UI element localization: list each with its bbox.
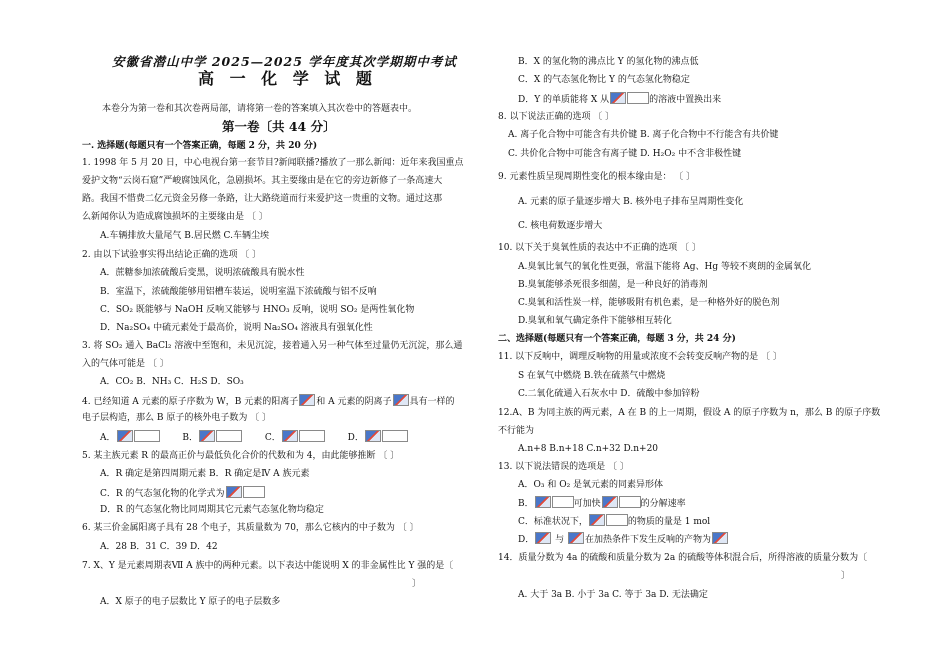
- question-line: 8. 以下说法正确的选项 〔 〕: [498, 112, 615, 122]
- formula-image: [282, 430, 298, 442]
- formula-image: [568, 532, 584, 544]
- question-line: 12.A、B 为同主族的两元素，A 在 B 的上一周期，假设 A 的原子序数为 n，那么 B 的原子序数: [498, 408, 881, 418]
- question-line: 7. X、Y 是元素周期表Ⅶ A 族中的两种元素。以下表达中能说明 X 的非金属性比 Y 强的是〔: [82, 561, 454, 571]
- answer-options: C. 共价化合物中可能含有离子键 D. H₂O₂ 中不含非极性键: [508, 149, 742, 159]
- answer-option: A．蔗糖参加浓硫酸后变黑，说明浓硫酸具有脱水性: [100, 268, 305, 278]
- answer-option: C．R 的气态氢化物的化学式为: [100, 486, 265, 500]
- question-line: 〕: [412, 579, 422, 589]
- exam-title: 安徽省潜山中学 2025—2025 学年度其次学期期中考试: [112, 54, 457, 69]
- formula-image: [199, 430, 215, 442]
- section-one-heading: 一. 选择题(每题只有一个答案正确，每题 2 分，共 20 分): [82, 141, 318, 151]
- answer-option: D．Na₂SO₄ 中硫元素处于最高价，说明 Na₂SO₄ 溶液具有强氧化性: [100, 323, 373, 333]
- question-line: 10. 以下关于臭氧性质的表达中不正确的选项 〔 〕: [498, 243, 701, 253]
- answer-options: A．28 B．31 C．39 D．42: [100, 542, 218, 552]
- answer-options: A. 大于 3a B. 小于 3a C. 等于 3a D. 无法确定: [518, 590, 708, 600]
- answer-options: A. 离子化合物中可能含有共价键 B. 离子化合物中不行能含有共价键: [508, 130, 779, 140]
- formula-image: [712, 532, 728, 544]
- formula-image: [610, 92, 626, 104]
- answer-option: C．X 的气态氢化物比 Y 的气态氢化物稳定: [518, 75, 690, 85]
- answer-options: A. 元素的原子量逐步增大 B. 核外电子排布呈周期性变化: [518, 197, 744, 207]
- part-one-heading: 第一卷〔共 44 分〕: [222, 119, 336, 134]
- question-line: 6. 某三价金属阳离子具有 28 个电子，其质量数为 70，那么它核内的中子数为 〔 〕: [82, 523, 419, 533]
- formula-image: [535, 496, 551, 508]
- formula-image: [393, 394, 409, 406]
- answer-option: D． 与 在加热条件下发生反响的产物为: [518, 532, 729, 546]
- answer-option: A．X 原子的电子层数比 Y 原子的电子层数多: [100, 597, 281, 607]
- formula-image: [589, 514, 605, 526]
- formula-image: [226, 486, 242, 498]
- answer-option: D．Y 的单质能将 X 从 的溶液中置换出来: [518, 92, 721, 106]
- question-line: 不行能为: [498, 426, 535, 436]
- formula-image: [602, 496, 618, 508]
- formula-image: [117, 430, 133, 442]
- answer-option: B．室温下，浓硫酸能够用铝槽车装运，说明室温下浓硫酸与铝不反响: [100, 287, 377, 297]
- question-line: 14．质量分数为 4a 的硫酸和质量分数为 2a 的硫酸等体积混合后，所得溶液的质量分数为〔: [498, 553, 868, 563]
- formula-image: [299, 394, 315, 406]
- question-line: 13. 以下说法错误的选项是 〔 〕: [498, 462, 629, 472]
- answer-option: D．R 的气态氢化物比同周期其它元素气态氢化物均稳定: [100, 505, 324, 515]
- section-two-heading: 二、选择题(每题只有一个答案正确，每题 3 分，共 24 分): [498, 334, 736, 344]
- answer-options: A． B． C． D．: [100, 430, 408, 444]
- question-line: 路。我国不惜费二亿元资金另修一条路，让大路绕道而行来爱护这一贵重的文物。通过这那: [82, 194, 443, 204]
- answer-options: A．CO₂ B．NH₃ C．H₂S D．SO₃: [100, 377, 244, 387]
- answer-option: A．O₃ 和 O₂ 是氧元素的同素异形体: [518, 480, 664, 490]
- question-line: 11. 以下反响中，调理反响物的用量或浓度不会转变反响产物的是 〔 〕: [498, 352, 782, 362]
- answer-options: S 在氧气中燃烧 B.铁在硫蒸气中燃烧: [518, 371, 666, 381]
- answer-option: B．X 的氢化物的沸点比 Y 的氢化物的沸点低: [518, 57, 699, 67]
- answer-option: B.臭氧能够杀死很多细菌，是一种良好的消毒剂: [518, 280, 708, 290]
- question-line: 〕: [841, 571, 851, 581]
- question-line: 9. 元素性质呈现周期性变化的根本缘由是： 〔 〕: [498, 172, 696, 182]
- formula-image: [535, 532, 551, 544]
- answer-option: B． 可加快 的分解速率: [518, 496, 686, 510]
- answer-option: A.臭氧比氧气的氧化性更强，常温下能将 Ag、Hg 等较不爽朗的金属氧化: [518, 262, 811, 272]
- question-line: 5. 某主族元素 R 的最高正价与最低负化合价的代数和为 4，由此能够推断 〔 〕: [82, 451, 400, 461]
- exam-subtitle: 高 一 化 学 试 题: [198, 69, 377, 88]
- answer-option: D.臭氧和氧气确定条件下能够相互转化: [518, 316, 672, 326]
- answer-options: A.n+8 B.n+18 C.n+32 D.n+20: [518, 444, 659, 454]
- answer-option: C．SO₂ 既能够与 NaOH 反响又能够与 HNO₃ 反响，说明 SO₂ 是两性氧化物: [100, 305, 415, 315]
- answer-option: C. 核电荷数逐步增大: [518, 221, 603, 231]
- question-line: 3. 将 SO₂ 通入 BaCl₂ 溶液中至饱和，未见沉淀，接着通入另一种气体至过量仍无沉淀，那么通: [82, 341, 463, 351]
- answer-option: C．标准状况下， 的物质的量是 1 mol: [518, 514, 710, 528]
- answer-options: C.二氧化硫通入石灰水中 D．硫酸中参加锌粉: [518, 389, 700, 399]
- instruction: 本卷分为第一卷和其次卷两局部，请将第一卷的答案填入其次卷中的答题表中。: [102, 104, 418, 114]
- question-line: 入的气体可能是 〔 〕: [82, 359, 169, 369]
- answer-options: A.车辆排放大量尾气 B.居民燃 C.车辆尘埃: [100, 231, 269, 241]
- answer-option: C.臭氧和活性炭一样，能够吸附有机色素，是一种格外好的脱色剂: [518, 298, 780, 308]
- formula-image: [365, 430, 381, 442]
- question-line: 4. 已经知道 A 元素的原子序数为 W，B 元素的阳离子 和 A 元素的阴离子 具有一样的: [82, 394, 455, 408]
- question-line: 么新闻你认为造成腐蚀损坏的主要缘由是 〔 〕: [82, 212, 268, 222]
- question-line: 2. 由以下试验事实得出结论正确的选项 〔 〕: [82, 250, 262, 260]
- answer-options: A．R 确定是第四周期元素 B．R 确定是Ⅳ A 族元素: [100, 469, 310, 479]
- question-line: 电子层构造，那么 B 原子的核外电子数为 〔 〕: [82, 413, 272, 423]
- question-line: 爱护文物“云岗石窟”严峻腐蚀风化，急剧损坏。其主要缘由是在它的旁边新修了一条高速大: [82, 176, 443, 186]
- question-line: 1. 1998 年 5 月 20 日，中心电视台第一套节目?新闻联播?播放了一那么新闻：近年来我国重点: [82, 158, 464, 168]
